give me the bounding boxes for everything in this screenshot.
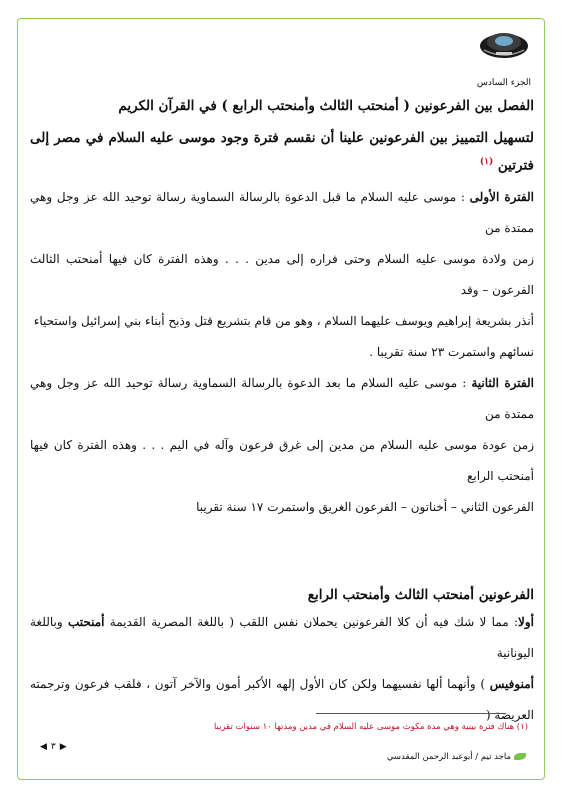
section-line-1 bbox=[30, 607, 534, 669]
period-two-text-1: : موسى عليه السلام ما بعد الدعوة بالرسالة السماوية رسالة توحيد الله عز وجل وهي ممتدة من bbox=[30, 375, 534, 421]
term-amenhotep: أمنحتب bbox=[67, 614, 105, 629]
section-text-1c: وباللغة اليونانية bbox=[30, 614, 534, 660]
section-text-2b: ) وأنهما ألها نفسيهما ولكن كان الأول إلهه الأكبر أمون والآخر آتون ، فلقب فرعون وترجمته العريضة ( bbox=[30, 676, 534, 722]
author-signature bbox=[387, 752, 526, 762]
period-two-line-1 bbox=[30, 368, 534, 430]
book-logo-icon bbox=[478, 26, 530, 62]
period-one-text-1: : موسى عليه السلام ما قبل الدعوة بالرسالة السماوية رسالة توحيد الله عز وجل وهي ممتدة من bbox=[30, 189, 534, 235]
author-name: ماجد تيم / أبوعبد الرحمن المقدسي bbox=[386, 752, 511, 762]
section-title: الفرعونين أمنحتب الثالث وأمنحتب الرابع bbox=[307, 586, 534, 603]
footnote-divider bbox=[316, 713, 506, 714]
period-two-line-2: زمن عودة موسى عليه السلام من مدين إلى غرق فرعون وآله في اليم . . . وهذه الفترة كان فيها أمنحتب الرابع bbox=[30, 437, 534, 483]
section-text-1a: : مما لا شك فيه أن كلا الفرعونين يحملان نفس اللقب ( باللغة المصرية القديمة bbox=[104, 614, 519, 629]
footnote-text: (١) هناك فترة بينية وهي مدة مكوث موسى عليه السلام في مدين ومدتها ١٠ سنوات تقريبا bbox=[213, 722, 528, 732]
page-pager bbox=[40, 742, 71, 752]
page-footer bbox=[40, 742, 526, 768]
subtitle-text: لتسهيل التمييز بين الفرعونين علينا أن نقسم فترة وجود موسى عليه السلام في مصر إلى فترتين bbox=[30, 130, 534, 174]
leaf-icon bbox=[514, 753, 526, 760]
period-one-line-3: أنذر بشريعة إبراهيم ويوسف عليهما السلام ، وهو من قام بتشريع قتل وذبح أبناء بني إسرائيل واستحياء bbox=[33, 313, 534, 328]
chapter-subtitle bbox=[30, 126, 534, 178]
period-one-line-2: زمن ولادة موسى عليه السلام وحتى فراره إلى مدين . . . وهذه الفترة كان فيها أمنحتب الثالث الفرعون – وقد bbox=[30, 251, 534, 297]
page-number: ٣ bbox=[50, 742, 56, 752]
period-two-label: الفترة الثانية bbox=[471, 375, 534, 390]
period-one-line-4: نسائهم واستمرت ٢٣ سنة تقريبا . bbox=[369, 344, 534, 359]
first-point-label: أولا bbox=[518, 614, 534, 629]
volume-label: الجزء السادس bbox=[476, 78, 531, 88]
period-two-line-3: الفرعون الثاني – أخناتون – الفرعون الغريق واستمرت ١٧ سنة تقريبا bbox=[196, 499, 534, 514]
term-amenophis: أمنوفيس bbox=[489, 676, 534, 691]
period-one-label: الفترة الأولى bbox=[469, 189, 534, 204]
prev-page-icon[interactable]: ◀ bbox=[40, 742, 47, 752]
chapter-title: الفصل بين الفرعونين ( أمنحتب الثالث وأمنحتب الرابع ) في القرآن الكريم bbox=[118, 98, 534, 114]
period-one-line-1 bbox=[30, 182, 534, 244]
page-content bbox=[30, 92, 534, 731]
next-page-icon[interactable]: ▶ bbox=[59, 742, 67, 752]
footnote-ref[interactable]: (١) bbox=[479, 157, 494, 167]
